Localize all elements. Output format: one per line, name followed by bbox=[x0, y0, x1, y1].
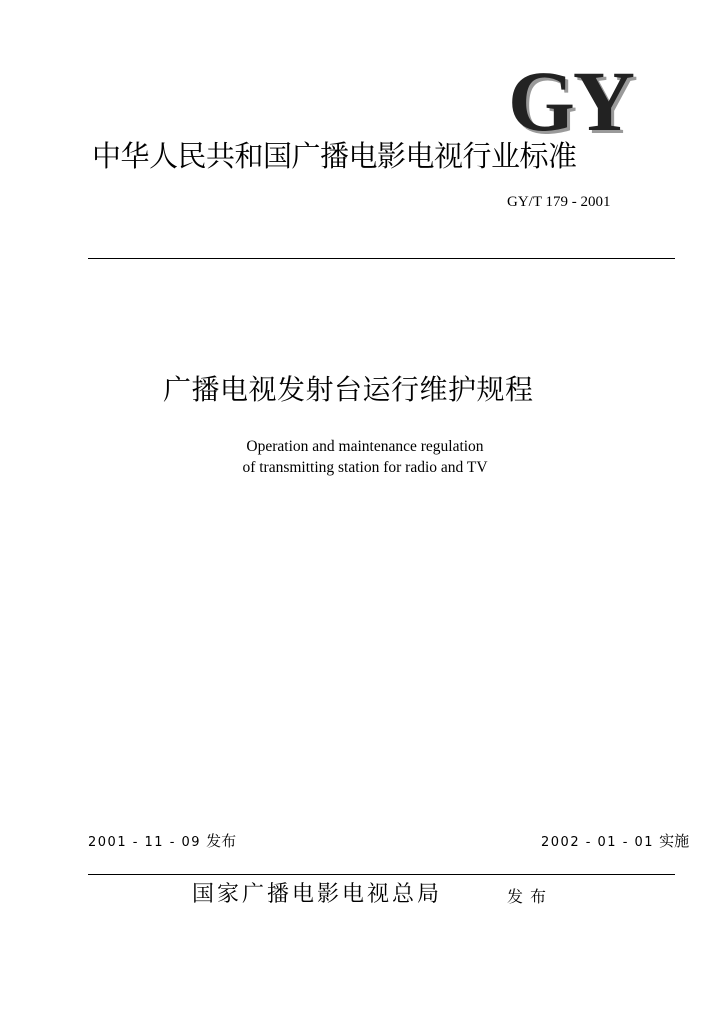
issue-label: 发布 bbox=[206, 832, 237, 850]
document-title-chinese: 广播电视发射台运行维护规程 bbox=[163, 373, 534, 406]
document-title-english-line2: of transmitting station for radio and TV bbox=[242, 459, 488, 476]
implement-date: 2002 - 01 - 01 bbox=[541, 835, 655, 850]
publish-label: 发布 bbox=[507, 887, 554, 906]
gy-logo: GY bbox=[508, 53, 633, 149]
standard-title: 中华人民共和国广播电影电视行业标准 bbox=[92, 139, 577, 173]
document-title-english-line1: Operation and maintenance regulation bbox=[246, 438, 484, 455]
issue-date: 2001 - 11 - 09 bbox=[88, 835, 202, 850]
publisher-name: 国家广播电影电视总局 bbox=[192, 882, 443, 907]
implement-date-block bbox=[541, 832, 689, 852]
standard-number: GY/T 179 - 2001 bbox=[507, 194, 611, 210]
bottom-divider bbox=[88, 874, 675, 875]
issue-date-block bbox=[88, 832, 236, 852]
implement-label: 实施 bbox=[659, 832, 690, 850]
top-divider bbox=[88, 258, 675, 259]
document-title-english bbox=[200, 436, 530, 478]
